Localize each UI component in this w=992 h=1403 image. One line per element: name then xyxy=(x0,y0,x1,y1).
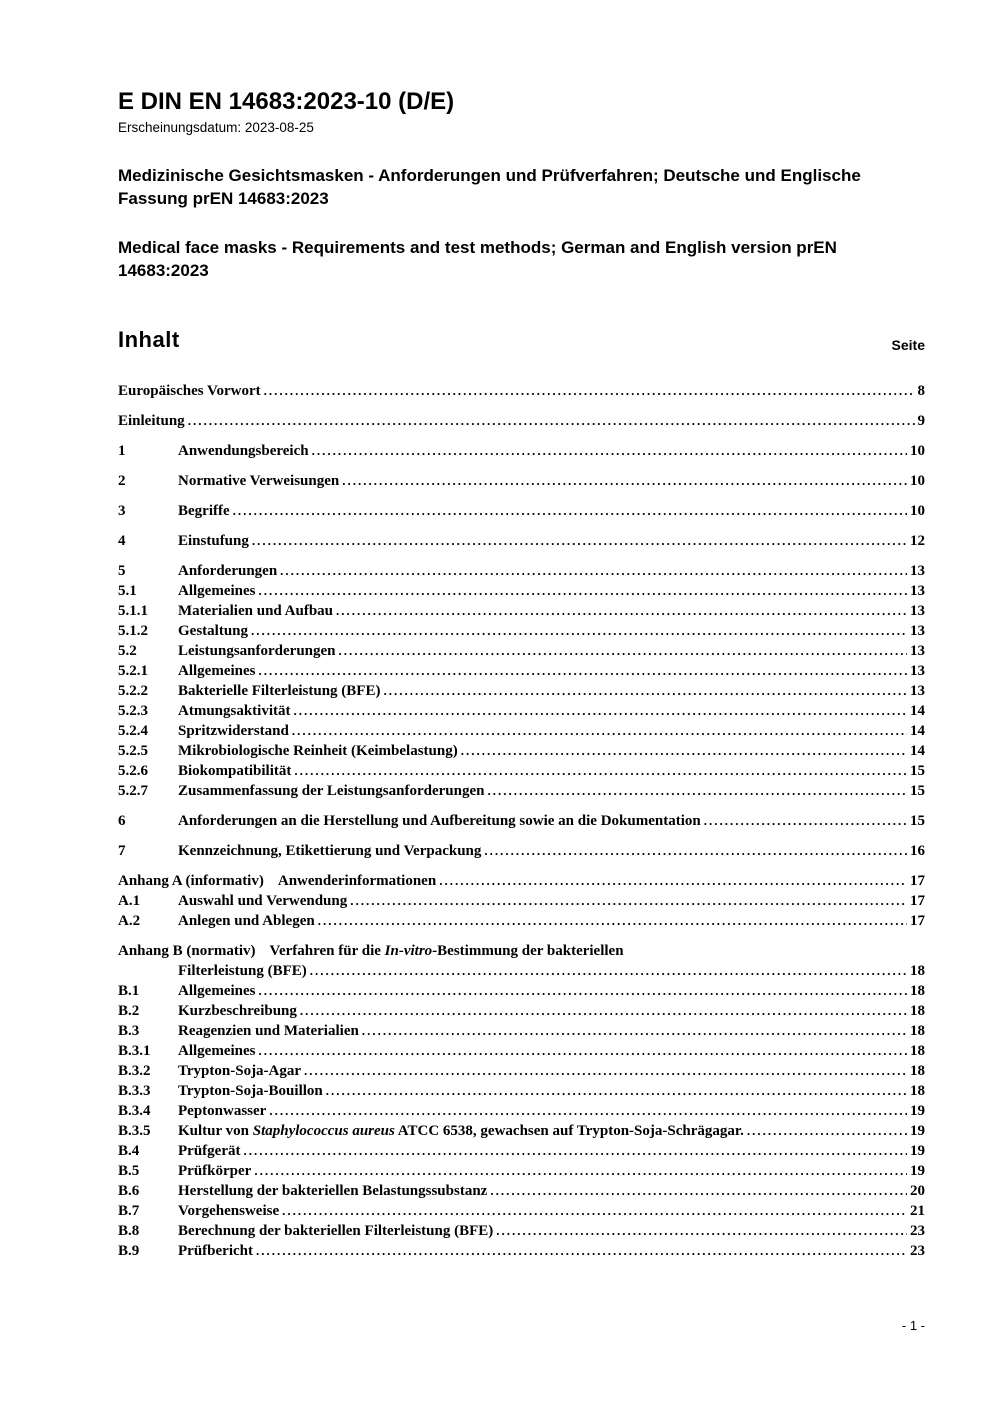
toc-entry-number: B.3 xyxy=(118,1022,140,1039)
toc-entry-title: Anforderungen an die Herstellung und Aufbereitung sowie an die Dokumentation xyxy=(178,812,701,829)
toc-row xyxy=(118,781,925,801)
toc-entry-page: 15 xyxy=(910,812,925,829)
toc-row xyxy=(118,531,925,551)
toc-entry-number: B.3.3 xyxy=(118,1082,151,1099)
toc-dot-leader xyxy=(251,621,907,641)
toc-entry-title: Mikrobiologische Reinheit (Keimbelastung) xyxy=(178,742,458,759)
toc-row xyxy=(118,1241,925,1261)
toc-entry-title: Kultur von Staphylococcus aureus ATCC 6538, gewachsen auf Trypton-Soja-Schrägagar. xyxy=(178,1122,744,1139)
toc-entry-page: 18 xyxy=(910,1062,925,1079)
toc-entry-page: 13 xyxy=(910,682,925,699)
toc-entry-page: 18 xyxy=(910,962,925,979)
toc-entry-number: 5.1.2 xyxy=(118,622,148,639)
page-content xyxy=(118,0,925,1261)
toc-entry-number: 5.2.1 xyxy=(118,662,148,679)
toc-entry-prefix: Anhang A (informativ) xyxy=(118,872,264,889)
toc-entry-page: 14 xyxy=(910,742,925,759)
toc-entry-page: 13 xyxy=(910,562,925,579)
page-number: - 1 - xyxy=(901,1318,925,1333)
toc-dot-leader xyxy=(243,1141,907,1161)
toc-dot-leader xyxy=(318,911,907,931)
toc-row xyxy=(118,841,925,861)
toc-entry-page: 13 xyxy=(910,662,925,679)
toc-entry-title: Allgemeines xyxy=(178,1042,256,1059)
toc-row xyxy=(118,471,925,491)
toc-row xyxy=(118,1061,925,1081)
toc-header-row xyxy=(118,327,925,353)
page-footer xyxy=(118,1318,925,1333)
toc-entry-page: 17 xyxy=(910,872,925,889)
toc-dot-leader xyxy=(350,891,907,911)
toc-row xyxy=(118,721,925,741)
toc-entry-prefix: Anhang B (normativ) xyxy=(118,942,256,959)
toc-entry-page: 19 xyxy=(910,1122,925,1139)
toc-heading: Inhalt xyxy=(118,326,180,352)
toc-row xyxy=(118,441,925,461)
toc-entry-page: 14 xyxy=(910,702,925,719)
toc-entry-page: 20 xyxy=(910,1182,925,1199)
title-german: Medizinische Gesichtsmasken - Anforderungen und Prüfverfahren; Deutsche und Englische Fassung prEN 14683:2023 xyxy=(118,166,861,208)
toc-dot-leader xyxy=(747,1121,907,1141)
toc-dot-leader xyxy=(258,981,907,1001)
toc-entry-page: 15 xyxy=(910,782,925,799)
toc-dot-leader xyxy=(280,561,907,581)
toc-dot-leader xyxy=(252,531,907,551)
toc-entry-page: 10 xyxy=(910,502,925,519)
toc-row xyxy=(118,1161,925,1181)
toc-entry-title: Berechnung der bakteriellen Filterleistung (BFE) xyxy=(178,1222,494,1239)
toc-entry-number: 5.2.7 xyxy=(118,782,148,799)
toc-dot-leader xyxy=(256,1241,907,1261)
toc-dot-leader xyxy=(294,701,907,721)
toc-entry-title: Bakterielle Filterleistung (BFE) xyxy=(178,682,381,699)
toc-dot-leader xyxy=(254,1161,907,1181)
toc-row xyxy=(118,891,925,911)
toc-entry-page: 19 xyxy=(910,1142,925,1159)
toc-entry-title: Einleitung xyxy=(118,412,185,429)
toc-row xyxy=(118,1081,925,1101)
toc-entry-number: 7 xyxy=(118,842,126,859)
toc-entry-page: 18 xyxy=(910,1002,925,1019)
toc-entry-title: Materialien und Aufbau xyxy=(178,602,334,619)
toc-row xyxy=(118,1021,925,1041)
toc-entry-page: 13 xyxy=(910,602,925,619)
toc-dot-leader xyxy=(300,1001,907,1021)
toc-list xyxy=(118,381,925,1261)
toc-row xyxy=(118,961,925,981)
toc-row xyxy=(118,661,925,681)
toc-entry-number: 5.2.4 xyxy=(118,722,148,739)
toc-entry-title: Trypton-Soja-Bouillon xyxy=(178,1082,323,1099)
toc-entry-page: 8 xyxy=(917,382,925,399)
toc-entry-title: Anforderungen xyxy=(178,562,278,579)
toc-entry-number: 5.2 xyxy=(118,642,137,659)
toc-entry-number: B.3.4 xyxy=(118,1102,151,1119)
toc-entry-title: Herstellung der bakteriellen Belastungssubstanz xyxy=(178,1182,488,1199)
toc-entry-number: B.3.1 xyxy=(118,1042,151,1059)
toc-row xyxy=(118,601,925,621)
toc-row xyxy=(118,811,925,831)
toc-entry-page: 16 xyxy=(910,842,925,859)
toc-dot-leader xyxy=(188,411,915,431)
toc-entry-title: Atmungsaktivität xyxy=(178,702,291,719)
toc-row xyxy=(118,911,925,931)
toc-dot-leader xyxy=(439,871,907,891)
toc-entry-title: Kennzeichnung, Etikettierung und Verpackung xyxy=(178,842,482,859)
toc-row xyxy=(118,871,925,891)
toc-entry-page: 17 xyxy=(910,892,925,909)
toc-page-column-label: Seite xyxy=(891,336,925,353)
toc-entry-page: 14 xyxy=(910,722,925,739)
toc-entry-page: 15 xyxy=(910,762,925,779)
toc-row xyxy=(118,1201,925,1221)
toc-entry-title: Anlegen und Ablegen xyxy=(178,912,315,929)
doc-number: E DIN EN 14683:2023-10 (D/E) xyxy=(118,88,455,115)
toc-entry-number: A.1 xyxy=(118,892,141,909)
toc-entry-title: Vorgehensweise xyxy=(178,1202,280,1219)
toc-entry-number: 2 xyxy=(118,472,126,489)
toc-entry-page: 13 xyxy=(910,622,925,639)
toc-entry-page: 19 xyxy=(910,1102,925,1119)
toc-dot-leader xyxy=(461,741,907,761)
publication-date: Erscheinungsdatum: 2023-08-25 xyxy=(118,120,314,135)
toc-dot-leader xyxy=(383,681,907,701)
toc-entry-title: Einstufung xyxy=(178,532,249,549)
toc-row xyxy=(118,501,925,521)
toc-row xyxy=(118,1001,925,1021)
toc-dot-leader xyxy=(269,1101,907,1121)
toc-entry-title: Begriffe xyxy=(178,502,230,519)
toc-entry-number: 4 xyxy=(118,532,126,549)
toc-entry-number: B.5 xyxy=(118,1162,140,1179)
toc-entry-page: 13 xyxy=(910,642,925,659)
toc-entry-page: 18 xyxy=(910,982,925,999)
toc-entry-title: Prüfgerät xyxy=(178,1142,241,1159)
toc-entry-title: Reagenzien und Materialien xyxy=(178,1022,359,1039)
toc-entry-page: 12 xyxy=(910,532,925,549)
toc-entry-title: Zusammenfassung der Leistungsanforderungen xyxy=(178,782,485,799)
toc-entry-number: B.8 xyxy=(118,1222,140,1239)
toc-row xyxy=(118,681,925,701)
toc-dot-leader xyxy=(258,1041,907,1061)
toc-entry-number: B.1 xyxy=(118,982,140,999)
toc-entry-number: 6 xyxy=(118,812,126,829)
toc-entry-number: B.9 xyxy=(118,1242,140,1259)
toc-entry-number: B.4 xyxy=(118,1142,140,1159)
toc-dot-leader xyxy=(312,441,907,461)
toc-dot-leader xyxy=(282,1201,907,1221)
toc-row xyxy=(118,981,925,1001)
toc-entry-number: B.7 xyxy=(118,1202,140,1219)
toc-entry-page: 18 xyxy=(910,1022,925,1039)
toc-dot-leader xyxy=(704,811,907,831)
toc-entry-title: Allgemeines xyxy=(178,982,256,999)
toc-entry-title: Trypton-Soja-Agar xyxy=(178,1062,302,1079)
toc-entry-number: B.2 xyxy=(118,1002,140,1019)
toc-dot-leader xyxy=(490,1181,907,1201)
toc-dot-leader xyxy=(484,841,907,861)
toc-entry-number: 5.1.1 xyxy=(118,602,148,619)
toc-entry-number: 5 xyxy=(118,562,126,579)
toc-entry-title: Allgemeines xyxy=(178,662,256,679)
toc-row xyxy=(118,381,925,401)
toc-entry-title: Biokompatibilität xyxy=(178,762,292,779)
toc-entry-title: Prüfbericht xyxy=(178,1242,253,1259)
toc-row xyxy=(118,741,925,761)
toc-entry-title: Auswahl und Verwendung xyxy=(178,892,348,909)
toc-dot-leader xyxy=(304,1061,907,1081)
toc-row xyxy=(118,621,925,641)
toc-entry-number: 5.2.6 xyxy=(118,762,148,779)
toc-entry-title: Kurzbeschreibung xyxy=(178,1002,297,1019)
toc-dot-leader xyxy=(339,641,907,661)
toc-entry-page: 10 xyxy=(910,472,925,489)
toc-entry-page: 18 xyxy=(910,1082,925,1099)
toc-dot-leader xyxy=(487,781,907,801)
toc-dot-leader xyxy=(310,961,907,981)
toc-dot-leader xyxy=(336,601,907,621)
toc-dot-leader xyxy=(233,501,907,521)
title-english: Medical face masks - Requirements and test methods; German and English version prEN 14683:2023 xyxy=(118,237,837,280)
toc-entry-number: 3 xyxy=(118,502,126,519)
toc-row xyxy=(118,941,925,961)
toc-entry-page: 18 xyxy=(910,1042,925,1059)
toc-entry-number: B.3.2 xyxy=(118,1062,151,1079)
toc-entry-page: 9 xyxy=(917,412,925,429)
toc-entry-title: Europäisches Vorwort xyxy=(118,382,261,399)
toc-dot-leader xyxy=(292,721,907,741)
toc-entry-number: 5.2.3 xyxy=(118,702,148,719)
toc-entry-title: Gestaltung xyxy=(178,622,249,639)
toc-entry-title: Peptonwasser xyxy=(178,1102,267,1119)
toc-entry-title: Spritzwiderstand xyxy=(178,722,289,739)
toc-row xyxy=(118,701,925,721)
toc-row xyxy=(118,1101,925,1121)
toc-dot-leader xyxy=(258,661,907,681)
toc-dot-leader xyxy=(362,1021,907,1041)
toc-dot-leader xyxy=(326,1081,907,1101)
toc-row xyxy=(118,1121,925,1141)
toc-entry-number: 5.2.2 xyxy=(118,682,148,699)
toc-dot-leader xyxy=(496,1221,907,1241)
toc-dot-leader xyxy=(342,471,907,491)
toc-entry-number: B.6 xyxy=(118,1182,140,1199)
toc-dot-leader xyxy=(258,581,907,601)
toc-entry-page: 21 xyxy=(910,1202,925,1219)
toc-entry-title: Prüfkörper xyxy=(178,1162,252,1179)
toc-entry-title: Leistungsanforderungen xyxy=(178,642,336,659)
toc-entry-page: 19 xyxy=(910,1162,925,1179)
toc-entry-page: 23 xyxy=(910,1242,925,1259)
toc-row xyxy=(118,1041,925,1061)
toc-row xyxy=(118,761,925,781)
toc-row xyxy=(118,1181,925,1201)
toc-entry-number: 5.2.5 xyxy=(118,742,148,759)
toc-entry-title: Normative Verweisungen xyxy=(178,472,340,489)
toc-entry-number: 1 xyxy=(118,442,126,459)
toc-row xyxy=(118,561,925,581)
toc-row xyxy=(118,411,925,431)
toc-entry-title: Allgemeines xyxy=(178,582,256,599)
toc-entry-title: Anwenderinformationen xyxy=(277,872,437,889)
toc-row xyxy=(118,641,925,661)
toc-row xyxy=(118,1141,925,1161)
toc-entry-number: 5.1 xyxy=(118,582,137,599)
toc-entry-title: Filterleistung (BFE) xyxy=(178,962,307,979)
toc-entry-title: Verfahren für die In-vitro-Bestimmung der bakteriellen xyxy=(269,942,624,959)
toc-entry-page: 13 xyxy=(910,582,925,599)
toc-entry-page: 17 xyxy=(910,912,925,929)
toc-entry-title: Anwendungsbereich xyxy=(178,442,309,459)
toc-dot-leader xyxy=(294,761,907,781)
toc-entry-page: 10 xyxy=(910,442,925,459)
toc-entry-number: A.2 xyxy=(118,912,141,929)
toc-row xyxy=(118,1221,925,1241)
toc-entry-number: B.3.5 xyxy=(118,1122,151,1139)
toc-row xyxy=(118,581,925,601)
toc-entry-page: 23 xyxy=(910,1222,925,1239)
toc-dot-leader xyxy=(264,381,915,401)
